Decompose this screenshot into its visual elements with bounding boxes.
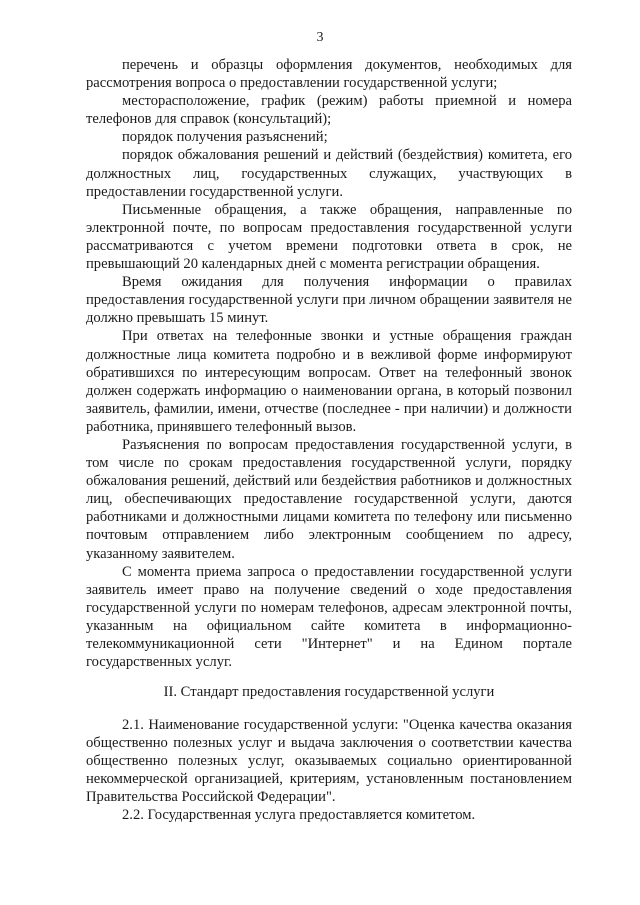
- paragraph: порядок получения разъяснений;: [122, 129, 328, 146]
- paragraph: порядок обжалования решений и действий (бездействия) комитета, его должностных лиц, государственных служащих, участвующих в предоставлении государственной услуги.: [86, 147, 572, 200]
- paragraph: Разъяснения по вопросам предоставления государственной услуги, в том числе по срокам предоставления государственной услуги, порядку обжалования решений, действий или бездействия работников и должностных лиц, обеспечивающих предоставление государственной услуги, даются работниками и должностными лицами комитета по телефону или письменно почтовым отправлением либо электронным сообщением по адресу, указанному заявителем.: [86, 436, 572, 562]
- section-heading: II. Стандарт предоставления государственной услуги: [163, 684, 495, 700]
- paragraph: перечень и образцы оформления документов, необходимых для рассмотрения вопроса о предоставлении государственной услуги;: [86, 57, 572, 92]
- paragraph: месторасположение, график (режим) работы приемной и номера телефонов для справок (консультаций);: [86, 93, 572, 128]
- page-number: 3: [316, 30, 324, 45]
- paragraph: Время ожидания для получения информации о правилах предоставления государственной услуги при личном обращении заявителя не должно превышать 15 минут.: [86, 274, 572, 327]
- document-body: [86, 56, 572, 671]
- paragraph: Письменные обращения, а также обращения, направленные по электронной почте, по вопросам предоставления государственной услуги рассматриваются с учетом времени подготовки ответа в срок, не превышающий 20 календарных дней с момента регистрации обращения.: [86, 201, 572, 273]
- section-body: [86, 716, 572, 825]
- paragraph: При ответах на телефонные звонки и устные обращения граждан должностные лица комитета подробно и в вежливой форме информируют обратившихся по интересующим вопросам. Ответ на телефонный звонок должен содержать информацию о наименовании органа, в который позвонил заявитель, фамилии, имени, отчестве (последнее - при наличии) и должности работника, принявшего телефонный вызов.: [86, 328, 572, 435]
- section-item: 2.1. Наименование государственной услуги: "Оценка качества оказания общественно полезных услуг и выдача заключения о соответствии качества общественно полезных услуг, оказываемых социально ориентированной некоммерческой организацией, критериям, установленным постановлением Правительства Российской Федерации".: [86, 717, 572, 806]
- section-item: 2.2. Государственная услуга предоставляется комитетом.: [122, 807, 476, 824]
- paragraph: С момента приема запроса о предоставлении государственной услуги заявитель имеет право на получение сведений о ходе предоставления государственной услуги по номерам телефонов, адресам электронной почты, указанным на официальном сайте комитета в информационно-телекоммуникационной сети "Интернет" и на Едином портале государственных услуг.: [86, 563, 572, 671]
